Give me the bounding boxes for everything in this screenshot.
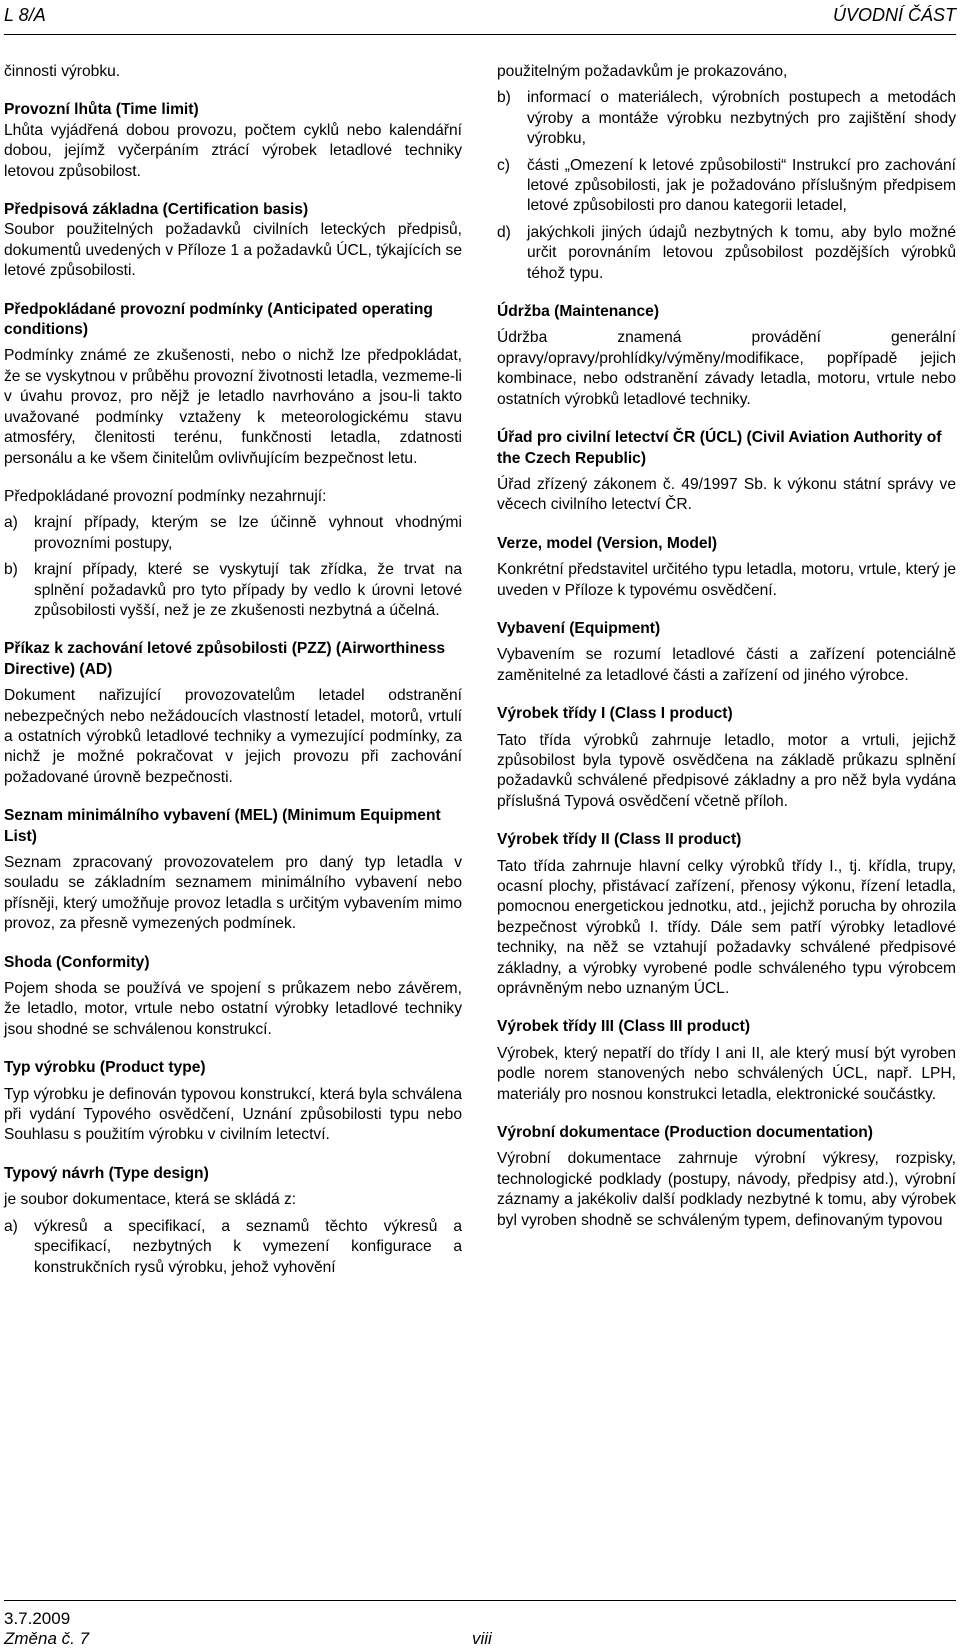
term-title-type-design: Typový návrh (Type design)	[4, 1164, 209, 1182]
term-text-version: Konkrétní představitel určitého typu letadla, motoru, vrtule, který je uveden v Příloze k typovému osvědčení.	[497, 561, 956, 599]
term-title-anticipated-conditions: Předpokládané provozní podmínky (Anticipated operating conditions)	[4, 300, 433, 339]
term-text-certification-basis: Soubor použitelných požadavků civilních leteckých předpisů, dokumentů uvedených v Příloze 1 a požadavků ÚCL, týkajících se letové způsobilosti.	[4, 221, 462, 280]
term-text-anticipated-conditions: Podmínky známé ze zkušenosti, nebo o nichž lze předpokládat, že se vyskytnou v průběhu provozní životnosti letadla, vezmeme-li v úvahu provoz, pro nějž je letadlo navrhováno a jsou-li takto uvažované podmínky vztaženy k meteorologickému stavu atmosféry, členitosti terénu, funkčnosti letadla, zdatnosti personálu a ke všem činitelům ovlivňujícím bezpečnost letu.	[4, 347, 462, 467]
term-text-mel: Seznam zpracovaný provozovatelem pro daný typ letadla v souladu se základním seznamem minimálního vybavení nebo přísněji, který umožňuje provoz letadla s určitým vybavením mimo provoz, za přesně vymezených podmínek.	[4, 854, 462, 933]
list-text: výkresů a specifikací, a seznamů těchto výkresů a specifikací, nezbytných k vymezení konfigurace a konstrukčních rysů výrobku, jehož vyhovění	[34, 1217, 462, 1276]
term-text-class-2: Tato třída zahrnuje hlavní celky výrobků třídy I., tj. křídla, trupy, ocasní plochy, přistávací zařízení, přenosy výkonu, řízení letadla, pomocnou energetickou jednotku, atd., jejichž porucha by ohrozila bezpečnost výrobků I. třídy. Dále sem patří výrobky letadlové techniky, na něž se vztahují požadavky schválené předpisové základny, a výrobky vyrobené podle schváleného typu výrobcem oprávněným nebo uznaným ÚCL.	[497, 857, 956, 998]
page-header	[4, 0, 956, 35]
list-item	[497, 223, 956, 284]
list-item	[4, 1217, 462, 1278]
list-text: krajní případy, kterým se lze účinně vyhnout vhodnými provozními postupy,	[34, 514, 462, 552]
list-marker: a)	[4, 514, 18, 532]
list-marker: a)	[4, 1217, 18, 1235]
term-title-mel: Seznam minimálního vybavení (MEL) (Minimum Equipment List)	[4, 807, 441, 845]
list-item	[497, 156, 956, 217]
list-text: části „Omezení k letové způsobilosti“ Instrukcí pro zachování letové způsobilosti, jak je požadováno příslušným předpisem letové způsobilosti pro danou kategorii letadel,	[527, 156, 956, 215]
section-title: ÚVODNÍ ČÁST	[832, 5, 956, 25]
revision-date: 3.7.2009	[4, 1609, 71, 1628]
amendment-number: Změna č. 7	[4, 1629, 90, 1648]
term-title-conformity: Shoda (Conformity)	[4, 953, 150, 971]
list-item	[4, 560, 462, 621]
list-item	[4, 513, 462, 554]
term-title-product-type: Typ výrobku (Product type)	[4, 1059, 206, 1077]
term-text-conformity: Pojem shoda se používá ve spojení s průkazem nebo závěrem, že letadlo, motor, vrtule nebo ostatní výrobky letadlové techniky jsou shodné se schválenou konstrukcí.	[4, 980, 462, 1038]
term-text-class-3: Výrobek, který nepatří do třídy I ani II, ale který musí být vyroben podle norem stanovených nebo schválených ÚCL, např. LPH, materiály pro nosnou konstrukci letadla, elektronické součástky.	[497, 1044, 956, 1103]
term-title-equipment: Vybavení (Equipment)	[497, 619, 661, 637]
list-text: krajní případy, které se vyskytují tak zřídka, že trvat na splnění požadavků pro tyto případy by vedlo k úrovni letové způsobilosti vyšší, než je ze zkušenosti nezbytná a účelná.	[34, 561, 462, 619]
term-title-certification-basis: Předpisová základna (Certification basis)	[4, 201, 309, 219]
term-title-ucl: Úřad pro civilní letectví ČR (ÚCL) (Civil Aviation Authority of the Czech Republic)	[497, 429, 942, 467]
continuation-text: použitelným požadavkům je prokazováno,	[497, 63, 788, 80]
list-marker: c)	[497, 156, 510, 174]
term-text-type-design: je soubor dokumentace, která se skládá z:	[4, 1191, 297, 1209]
term-title-class-2: Výrobek třídy II (Class II product)	[497, 831, 742, 849]
left-column	[4, 62, 462, 1278]
term-text-production-docs: Výrobní dokumentace zahrnuje výrobní výkresy, rozpisky, technologické podklady (postupy, návody, předpisy atd.), výrobní záznamy a jakékoliv další podklady nezbytné k tomu, aby výrobek byl vyroben shodně se schváleným typem, definovaným typovou	[497, 1150, 956, 1229]
term-title-airworthiness-directive: Příkaz k zachování letové způsobilosti (PZZ) (Airworthiness Directive) (AD)	[4, 640, 446, 678]
exclusions-intro: Předpokládané provozní podmínky nezahrnují:	[4, 487, 327, 505]
term-text-maintenance: Údržba znamená provádění generální opravy/opravy/prohlídky/výměny/modifikace, popřípadě jejich kombinace, nebo odstranění závady letadla, motoru, vrtule nebo ostatních výrobků letadlové techniky.	[497, 329, 956, 408]
term-title-class-1: Výrobek třídy I (Class I product)	[497, 705, 733, 723]
term-text-class-1: Tato třída výrobků zahrnuje letadlo, motor a vrtuli, jejichž způsobilost byla typově osvědčena na základě průkazu splnění požadavků schválené předpisové základny a pro něž byla vydána příslušná Typová osvědčení včetně příloh.	[497, 731, 956, 810]
right-column	[497, 62, 956, 1231]
term-text-equipment: Vybavením se rozumí letadlové části a zařízení potenciálně zaměnitelné za letadlové části a zařízení od jiného výrobce.	[497, 646, 956, 684]
document-code: L 8/A	[4, 5, 46, 25]
list-text: jakýchkoli jiných údajů nezbytných k tomu, aby bylo možné určit porovnáním letovou způsobilost pozdějších výrobků téhož typu.	[527, 223, 956, 282]
term-text-ucl: Úřad zřízený zákonem č. 49/1997 Sb. k výkonu státní správy ve věcech civilního letectví ČR.	[497, 475, 956, 514]
list-item	[497, 88, 956, 149]
term-title-production-docs: Výrobní dokumentace (Production documentation)	[497, 1124, 874, 1142]
list-marker: d)	[497, 223, 511, 241]
term-text-airworthiness-directive: Dokument nařizující provozovatelům letadel odstranění nebezpečných nebo nežádoucích vlastností letadel, motorů, vrtulí a ostatních výrobků letadlové techniky a vymezující podmínky, za nichž je možné pokračovat v jejich provozu při zachování požadované úrovně bezpečnosti.	[4, 687, 462, 786]
list-text: informací o materiálech, výrobních postupech a metodách výroby a montáže výrobku nezbytných pro zajištění shody výrobku,	[527, 89, 956, 148]
term-text-product-type: Typ výrobku je definován typovou konstrukcí, která byla schválena při vydání Typového osvědčení, Uznání způsobilosti typu nebo Souhlasu s použitím výrobku v civilním letectví.	[4, 1085, 462, 1144]
page-footer	[4, 1600, 956, 1651]
list-marker: b)	[497, 89, 511, 107]
term-title-version: Verze, model (Version, Model)	[497, 534, 718, 552]
continuation-text: činnosti výrobku.	[4, 63, 121, 80]
term-title-class-3: Výrobek třídy III (Class III product)	[497, 1018, 751, 1036]
term-text-time-limit: Lhůta vyjádřená dobou provozu, počtem cyklů nebo kalendářní dobou, jejímž vyčerpáním ztrácí výrobek letadlové techniky letovou způsobilost.	[4, 121, 462, 180]
term-title-time-limit: Provozní lhůta (Time limit)	[4, 101, 199, 119]
term-title-maintenance: Údržba (Maintenance)	[497, 303, 660, 321]
list-marker: b)	[4, 561, 18, 579]
page-number: viii	[472, 1629, 492, 1648]
